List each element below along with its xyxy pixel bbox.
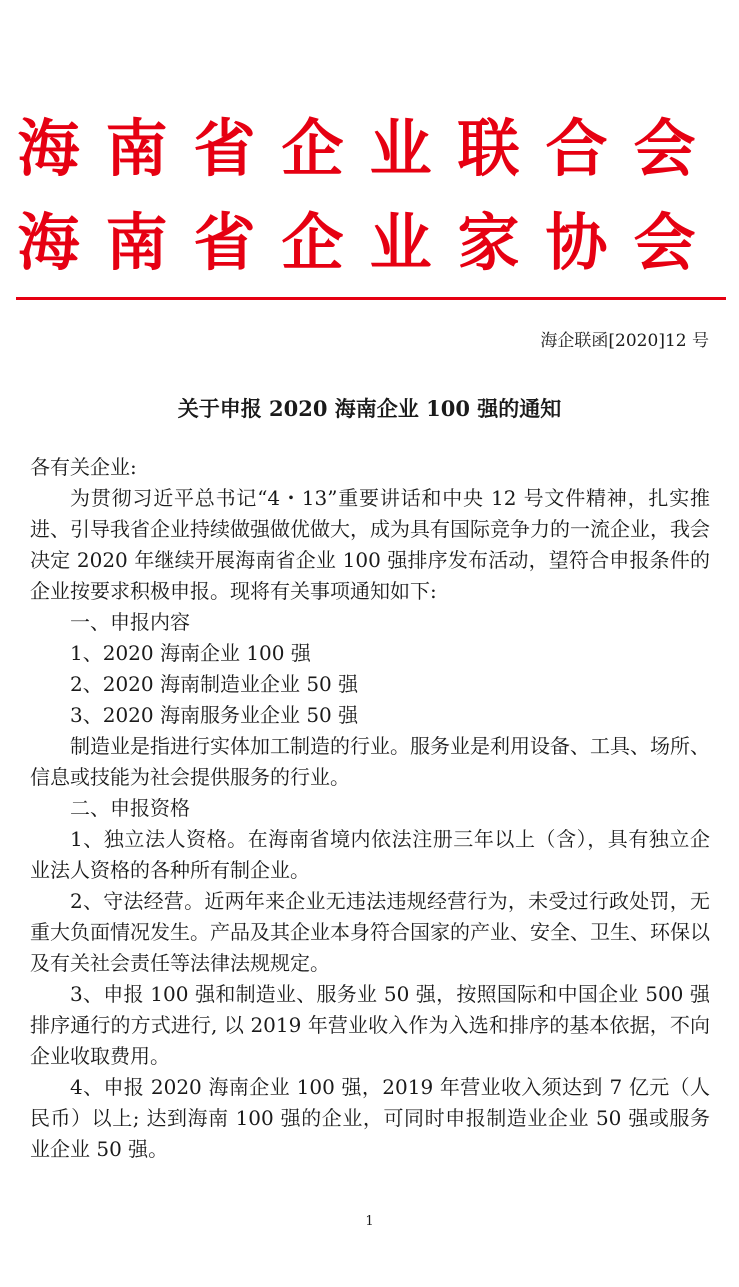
salutation: 各有关企业: — [30, 455, 137, 479]
document-number: 海企联函[2020]12 号 — [540, 331, 709, 351]
paragraph-eligibility-4: 4、申报 2020 海南企业 100 强，2019 年营业收入须达到 7 亿元（人民币）以上; 达到海南 100 强的企业，可同时申报制造业企业 50 强或服务业企业 50 强。 — [30, 1075, 710, 1161]
page-number: 1 — [365, 1214, 374, 1229]
section-heading-content: 一、申报内容 — [70, 610, 190, 634]
list-item: 3、2020 海南服务业企业 50 强 — [70, 703, 359, 727]
paragraph-eligibility-3: 3、申报 100 强和制造业、服务业 50 强，按照国际和中国企业 500 强排序通行的方式进行, 以 2019 年营业收入作为入选和排序的基本依据，不向企业收取费用。 — [30, 982, 710, 1068]
paragraph-eligibility-2: 2、守法经营。近两年来企业无违法违规经营行为，未受过行政处罚，无重大负面情况发生。产品及其企业本身符合国家的产业、安全、卫生、环保以及有关社会责任等法律法规规定。 — [30, 889, 710, 975]
paragraph-intro: 为贯彻习近平总书记“4・13”重要讲话和中央 12 号文件精神，扎实推进、引导我省企业持续做强做优做大，成为具有国际竞争力的一流企业，我会决定 2020 年继续开展海南省企业 100 强排序发布活动，望符合申报条件的企业按要求积极申报。现将有关事项通知如下: — [30, 486, 710, 603]
paragraph-eligibility-1: 1、独立法人资格。在海南省境内依法注册三年以上（含），具有独立企业法人资格的各种所有制企业。 — [30, 827, 710, 882]
section-heading-eligibility: 二、申报资格 — [70, 796, 190, 820]
letterhead-divider — [16, 297, 726, 300]
letterhead-org-1: 海南省企业联合会 — [17, 112, 722, 185]
paragraph-definition: 制造业是指进行实体加工制造的行业。服务业是利用设备、工具、场所、信息或技能为社会提供服务的行业。 — [30, 734, 710, 789]
letterhead-org-2: 海南省企业家协会 — [17, 206, 722, 279]
list-item: 1、2020 海南企业 100 强 — [70, 641, 311, 665]
document-body — [30, 452, 710, 1165]
list-item: 2、2020 海南制造业企业 50 强 — [70, 672, 359, 696]
document-title: 关于申报 2020 海南企业 100 强的通知 — [177, 396, 562, 421]
